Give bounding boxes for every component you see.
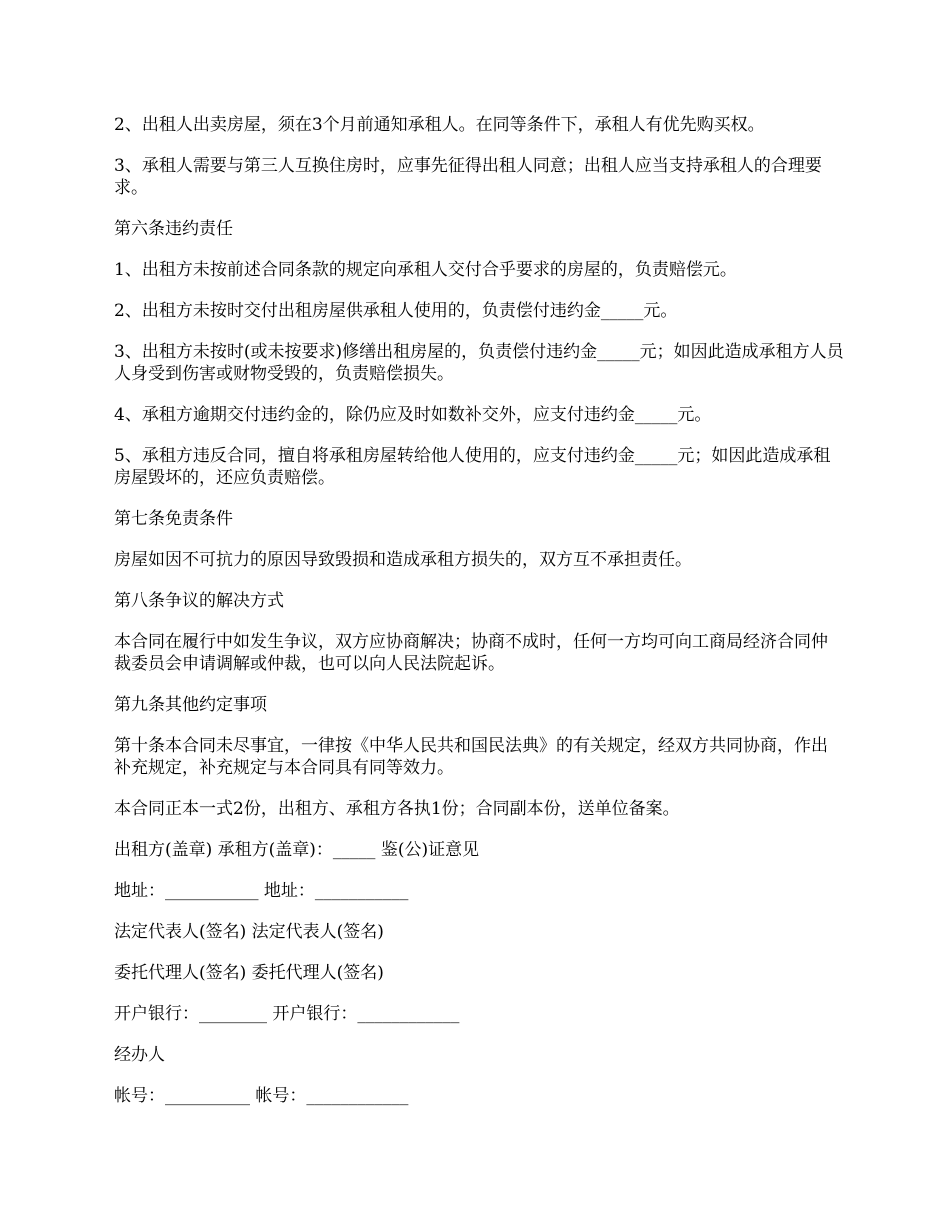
account-number-line: 帐号：__________ 帐号：____________ (114, 1086, 409, 1106)
dispute-resolution-text: 本合同在履行中如发生争议，双方应协商解决；协商不成时，任何一方均可向工商局经济合同仲裁委员会申请调解或仲裁，也可以向人民法院起诉。 (114, 632, 828, 674)
clause-3-exchange-housing: 3、承租人需要与第三人互换住房时，应事先征得出租人同意；出租人应当支持承租人的合理要求。 (114, 156, 822, 198)
article-6-heading: 第六条违约责任 (114, 219, 233, 239)
breach-clause-5: 5、承租方违反合同，擅自将承租房屋转给他人使用的，应支付违约金_____元；如因此造成承租房屋毁坏的，还应负责赔偿。 (114, 446, 831, 488)
force-majeure-text: 房屋如因不可抗力的原因导致毁损和造成承租方损失的，双方互不承担责任。 (114, 550, 692, 570)
authorized-agent-line: 委托代理人(签名) 委托代理人(签名) (114, 963, 384, 983)
breach-clause-1: 1、出租方未按前述合同条款的规定向承租人交付合乎要求的房屋的，负责赔偿元。 (114, 260, 737, 280)
article-9-heading: 第九条其他约定事项 (114, 695, 267, 715)
clause-2-sale-notice: 2、出租人出卖房屋，须在3个月前通知承租人。在同等条件下，承租人有优先购买权。 (114, 115, 765, 135)
handler-line: 经办人 (114, 1045, 165, 1065)
article-8-heading: 第八条争议的解决方式 (114, 591, 284, 611)
breach-clause-2: 2、出租方未按时交付出租房屋供承租人使用的，负责偿付违约金_____元。 (114, 301, 678, 321)
bank-line: 开户银行：________ 开户银行：____________ (114, 1004, 460, 1024)
document-body (114, 114, 844, 1126)
article-10-text: 第十条本合同未尽事宜，一律按《中华人民共和国民法典》的有关规定，经双方共同协商，作出补充规定，补充规定与本合同具有同等效力。 (114, 736, 828, 778)
article-7-heading: 第七条免责条件 (114, 509, 233, 529)
breach-clause-4: 4、承租方逾期交付违约金的，除仍应及时如数补交外，应支付违约金_____元。 (114, 405, 712, 425)
breach-clause-3: 3、出租方未按时(或未按要求)修缮出租房屋的，负责偿付违约金_____元；如因此造成承租方人员人身受到伤害或财物受毁的，负责赔偿损失。 (114, 342, 844, 384)
address-line: 地址：___________ 地址：___________ (114, 881, 409, 901)
copies-text: 本合同正本一式2份，出租方、承租方各执1份；合同副本份，送单位备案。 (114, 799, 680, 819)
legal-representative-line: 法定代表人(签名) 法定代表人(签名) (114, 922, 384, 942)
signature-seal-line: 出租方(盖章) 承租方(盖章)：_____ 鉴(公)证意见 (114, 840, 480, 860)
